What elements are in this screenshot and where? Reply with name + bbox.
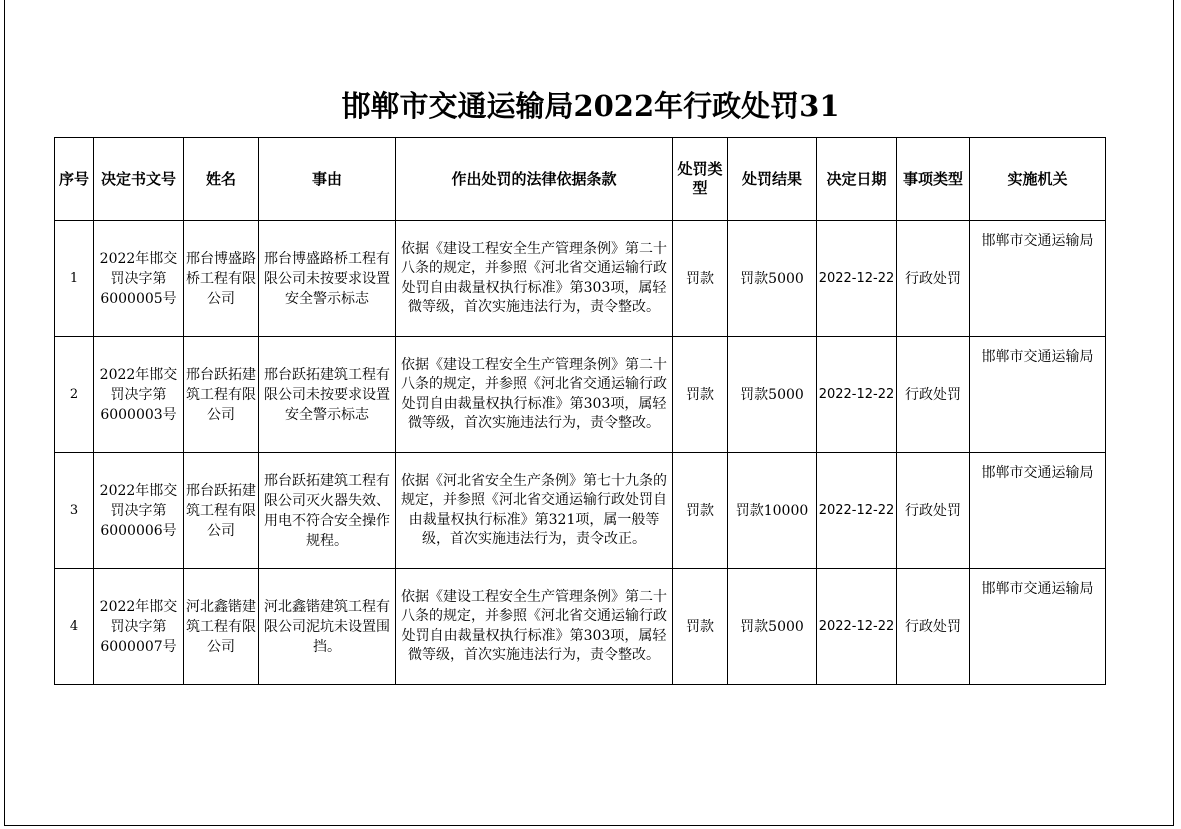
cell-index: 1 (55, 221, 94, 337)
cell-agency: 邯郸市交通运输局 (970, 337, 1106, 453)
header-decision-no: 决定书文号 (94, 138, 184, 221)
cell-item-type: 行政处罚 (897, 221, 970, 337)
table-row (55, 221, 1106, 337)
cell-reason: 河北鑫锴建筑工程有限公司泥坑未设置围挡。 (259, 569, 396, 685)
header-penalty-type: 处罚类型 (673, 138, 728, 221)
document-title: 邯郸市交通运输局2022年行政处罚31 (341, 89, 840, 123)
cell-reason: 邢台跃拓建筑工程有限公司灭火器失效、用电不符合安全操作规程。 (259, 453, 396, 569)
cell-penalty-type: 罚款 (673, 221, 728, 337)
cell-decision-date: 2022-12-22 (817, 337, 897, 453)
cell-legal-basis: 依据《建设工程安全生产管理条例》第二十八条的规定，并参照《河北省交通运输行政处罚自由裁量权执行标准》第303项，属轻微等级，首次实施违法行为，责令整改。 (396, 337, 673, 453)
cell-name: 邢台跃拓建筑工程有限公司 (184, 337, 259, 453)
header-result: 处罚结果 (728, 138, 817, 221)
table-row (55, 337, 1106, 453)
cell-result: 罚款10000 (728, 453, 817, 569)
cell-index: 2 (55, 337, 94, 453)
header-agency: 实施机关 (970, 138, 1106, 221)
cell-legal-basis: 依据《建设工程安全生产管理条例》第二十八条的规定，并参照《河北省交通运输行政处罚自由裁量权执行标准》第303项，属轻微等级，首次实施违法行为，责令整改。 (396, 221, 673, 337)
cell-penalty-type: 罚款 (673, 337, 728, 453)
cell-reason: 邢台博盛路桥工程有限公司未按要求设置安全警示标志 (259, 221, 396, 337)
cell-result: 罚款5000 (728, 221, 817, 337)
cell-index: 4 (55, 569, 94, 685)
cell-penalty-type: 罚款 (673, 453, 728, 569)
cell-decision-date: 2022-12-22 (817, 569, 897, 685)
cell-result: 罚款5000 (728, 337, 817, 453)
header-index: 序号 (55, 138, 94, 221)
cell-item-type: 行政处罚 (897, 337, 970, 453)
cell-decision-date: 2022-12-22 (817, 221, 897, 337)
cell-agency: 邯郸市交通运输局 (970, 453, 1106, 569)
header-item-type: 事项类型 (897, 138, 970, 221)
table-row (55, 453, 1106, 569)
penalty-table (54, 137, 1106, 685)
cell-reason: 邢台跃拓建筑工程有限公司未按要求设置安全警示标志 (259, 337, 396, 453)
cell-agency: 邯郸市交通运输局 (970, 569, 1106, 685)
cell-agency: 邯郸市交通运输局 (970, 221, 1106, 337)
cell-decision-date: 2022-12-22 (817, 453, 897, 569)
cell-decision-no: 2022年邯交罚决字第6000003号 (94, 337, 184, 453)
cell-result: 罚款5000 (728, 569, 817, 685)
cell-decision-no: 2022年邯交罚决字第6000005号 (94, 221, 184, 337)
cell-index: 3 (55, 453, 94, 569)
cell-name: 邢台跃拓建筑工程有限公司 (184, 453, 259, 569)
cell-item-type: 行政处罚 (897, 569, 970, 685)
cell-decision-no: 2022年邯交罚决字第6000007号 (94, 569, 184, 685)
header-decision-date: 决定日期 (817, 138, 897, 221)
cell-decision-no: 2022年邯交罚决字第6000006号 (94, 453, 184, 569)
cell-name: 河北鑫锴建筑工程有限公司 (184, 569, 259, 685)
header-reason: 事由 (259, 138, 396, 221)
cell-name: 邢台博盛路桥工程有限公司 (184, 221, 259, 337)
cell-legal-basis: 依据《建设工程安全生产管理条例》第二十八条的规定，并参照《河北省交通运输行政处罚自由裁量权执行标准》第303项，属轻微等级，首次实施违法行为，责令整改。 (396, 569, 673, 685)
cell-item-type: 行政处罚 (897, 453, 970, 569)
header-legal-basis: 作出处罚的法律依据条款 (396, 138, 673, 221)
header-name: 姓名 (184, 138, 259, 221)
cell-legal-basis: 依据《河北省安全生产条例》第七十九条的规定，并参照《河北省交通运输行政处罚自由裁量权执行标准》第321项，属一般等级，首次实施违法行为，责令改正。 (396, 453, 673, 569)
header-row (55, 138, 1106, 221)
table-row (55, 569, 1106, 685)
cell-penalty-type: 罚款 (673, 569, 728, 685)
